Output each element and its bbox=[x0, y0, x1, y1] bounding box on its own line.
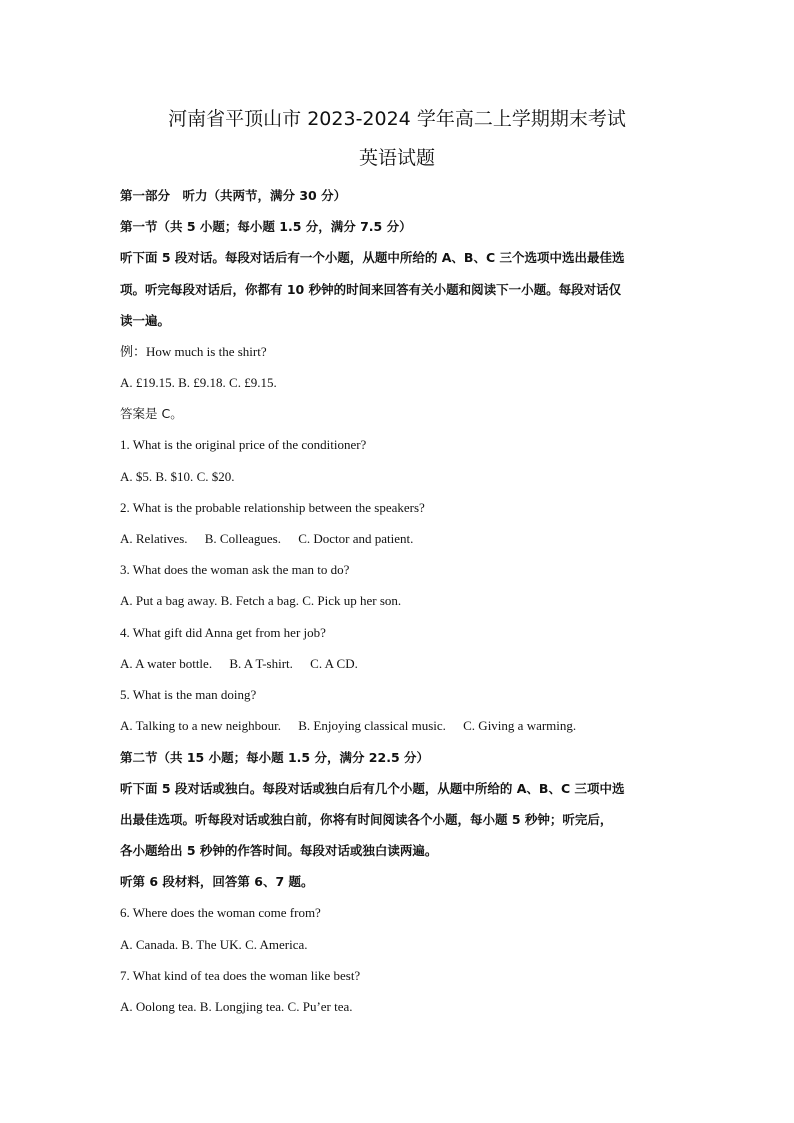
exam-subtitle: 英语试题 bbox=[358, 147, 435, 169]
question-5-options bbox=[120, 717, 690, 735]
option-c: C. Pick up her son. bbox=[302, 593, 402, 608]
option-a: A. Oolong tea. bbox=[120, 999, 197, 1014]
example-options: A. £19.15. B. £9.18. C. £9.15. bbox=[120, 375, 277, 390]
option-c: C. $20. bbox=[196, 469, 235, 484]
section1-heading: 第一节（共 5 小题；每小题 1.5 分，满分 7.5 分） bbox=[120, 219, 412, 234]
question-2-options bbox=[120, 530, 690, 548]
option-a: A. Talking to a new neighbour. bbox=[120, 718, 281, 733]
exam-title: 河南省平顶山市 2023-2024 学年高二上学期期末考试 bbox=[168, 108, 626, 130]
question-3: 3. What does the woman ask the man to do? bbox=[120, 562, 350, 577]
question-7: 7. What kind of tea does the woman like best? bbox=[120, 968, 361, 983]
question-5: 5. What is the man doing? bbox=[120, 687, 257, 702]
option-b: B. Colleagues. bbox=[204, 531, 281, 546]
option-a: A. Canada. bbox=[120, 937, 179, 952]
question-2: 2. What is the probable relationship between the speakers? bbox=[120, 500, 425, 515]
example-question: 例：How much is the shirt? bbox=[120, 344, 267, 359]
section1-instructions-line-3: 读一遍。 bbox=[120, 313, 171, 328]
option-c: C. Doctor and patient. bbox=[298, 531, 414, 546]
option-a: A. A water bottle. bbox=[120, 656, 213, 671]
option-b: B. A T-shirt. bbox=[229, 656, 293, 671]
option-c: C. A CD. bbox=[310, 656, 358, 671]
question-4: 4. What gift did Anna get from her job? bbox=[120, 625, 326, 640]
question-6: 6. Where does the woman come from? bbox=[120, 905, 321, 920]
section1-instructions-line-1: 听下面 5 段对话。每段对话后有一个小题，从题中所给的 A、B、C 三个选项中选出最佳选 bbox=[120, 250, 625, 265]
example-answer: 答案是 C。 bbox=[120, 406, 183, 421]
option-a: A. $5. bbox=[120, 469, 153, 484]
option-a: A. Put a bag away. bbox=[120, 593, 218, 608]
question-4-options bbox=[120, 655, 690, 673]
option-b: B. Enjoying classical music. bbox=[298, 718, 446, 733]
option-c: C. America. bbox=[245, 937, 308, 952]
option-b: B. The UK. bbox=[181, 937, 242, 952]
question-7-options bbox=[120, 998, 690, 1016]
option-b: B. Fetch a bag. bbox=[220, 593, 299, 608]
option-b: B. $10. bbox=[155, 469, 194, 484]
section2-instructions-line-2: 出最佳选项。听每段对话或独白前，你将有时间阅读各个小题，每小题 5 秒钟；听完后， bbox=[120, 812, 613, 827]
question-1: 1. What is the original price of the conditioner? bbox=[120, 437, 367, 452]
option-b: B. Longjing tea. bbox=[199, 999, 285, 1014]
section1-instructions-line-2: 项。听完每段对话后，你都有 10 秒钟的时间来回答有关小题和阅读下一小题。每段对话仅 bbox=[120, 282, 622, 297]
question-3-options bbox=[120, 592, 690, 610]
section2-instructions-line-3: 各小题给出 5 秒钟的作答时间。每段对话或独白读两遍。 bbox=[120, 843, 438, 858]
section2-heading: 第二节（共 15 小题；每小题 1.5 分，满分 22.5 分） bbox=[120, 750, 429, 765]
option-a: A. Relatives. bbox=[120, 531, 188, 546]
question-1-options bbox=[120, 468, 690, 486]
section2-instructions-line-1: 听下面 5 段对话或独白。每段对话或独白后有几个小题，从题中所给的 A、B、C 三项中选 bbox=[120, 781, 625, 796]
part1-heading: 第一部分 听力（共两节，满分 30 分） bbox=[120, 188, 347, 203]
option-c: C. Pu’er tea. bbox=[287, 999, 353, 1014]
option-c: C. Giving a warming. bbox=[463, 718, 577, 733]
material-6-heading: 听第 6 段材料，回答第 6、7 题。 bbox=[120, 874, 314, 889]
question-6-options bbox=[120, 936, 690, 954]
